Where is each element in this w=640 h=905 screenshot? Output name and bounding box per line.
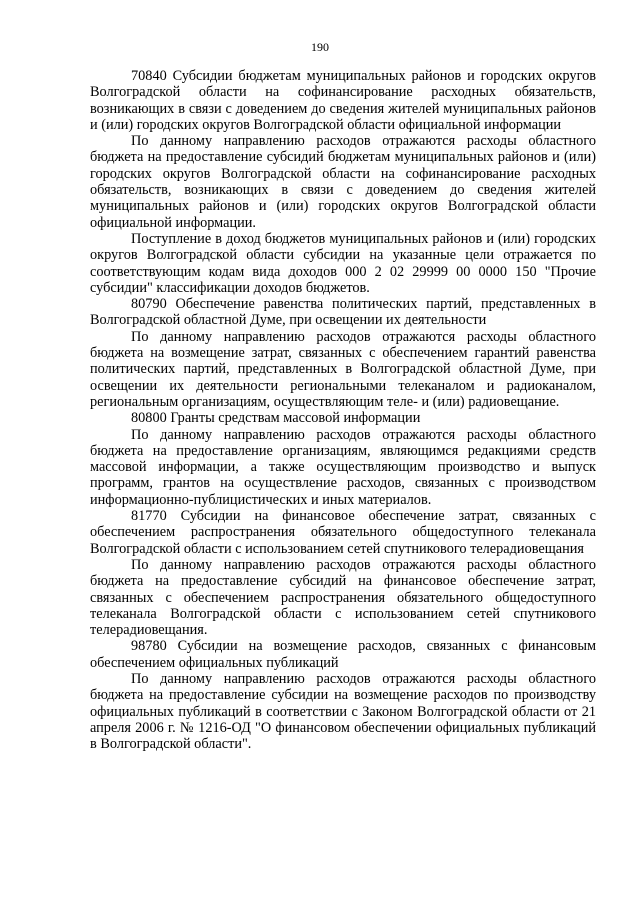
paragraph-80800-heading: 80800 Гранты средствам массовой информации	[131, 410, 421, 427]
paragraph-98780-heading: 98780 Субсидии на возмещение расходов, связанных с финансовым обеспечением официальных публикаций	[90, 638, 596, 671]
paragraph-80790-heading: 80790 Обеспечение равенства политических партий, представленных в Волгоградской областной Думе, при освещении их деятельности	[90, 296, 596, 329]
document-body	[90, 68, 596, 752]
paragraph-81770-description: По данному направлению расходов отражаются расходы областного бюджета на предоставление субсидий на финансовое обеспечение затрат, связанных с обеспечением распространения обязательного общедоступного телеканала Волгоградской области с использованием сетей спутникового телерадиовещания.	[90, 556, 596, 639]
page-number: 190	[311, 40, 329, 54]
paragraph-98780-description: По данному направлению расходов отражаются расходы областного бюджета на предоставление субсидии на возмещение расходов по производству официальных публикаций в соответствии с Законом Волгоградской области от 21 апреля 2006 г. № 1216-ОД "О финансовом обеспечении официальных публикаций в Волгоградской области".	[90, 670, 596, 753]
paragraph-70840-heading: 70840 Субсидии бюджетам муниципальных районов и городских округов Волгоградской области на софинансирование расходных обязательств, возникающих в связи с доведением до сведения жителей муниципальных районов и (или) городских округов Волгоградской области официальной информации	[90, 68, 596, 133]
paragraph-81770-heading: 81770 Субсидии на финансовое обеспечение затрат, связанных с обеспечением распространения обязательного общедоступного телеканала Волгоградской области с использованием сетей спутникового телерадиовещания	[90, 508, 596, 557]
paragraph-80790-description: По данному направлению расходов отражаются расходы областного бюджета на возмещение затрат, связанных с обеспечением гарантий равенства политических партий, представленных в Волгоградской областной Думе, при освещении их деятельности региональными телеканалом и радиоканалом, региональным организациям, осуществляющим теле- и (или) радиовещание.	[90, 328, 596, 410]
paragraph-70840-revenue: Поступление в доход бюджетов муниципальных районов и (или) городских округов Волгоградской области субсидии на указанные цели отражается по соответствующим кодам вида доходов 000 2 02 29999 00 0000 150 "Прочие субсидии" классификации доходов бюджетов.	[90, 230, 596, 296]
paragraph-70840-description: По данному направлению расходов отражаются расходы областного бюджета на предоставление субсидий бюджетам муниципальных районов и (или) городских округов Волгоградской области на софинансирование расходных обязательств, возникающих в связи с доведением до сведения жителей муниципальных районов и (или) городских округов Волгоградской области официальной информации.	[90, 133, 596, 231]
paragraph-80800-description: По данному направлению расходов отражаются расходы областного бюджета на предоставление организациям, являющимся редакциями средств массовой информации, а также осуществляющим производство и выпуск программ, грантов на осуществление расходов, связанных с производством информационно-публицистических и иных материалов.	[90, 426, 596, 508]
